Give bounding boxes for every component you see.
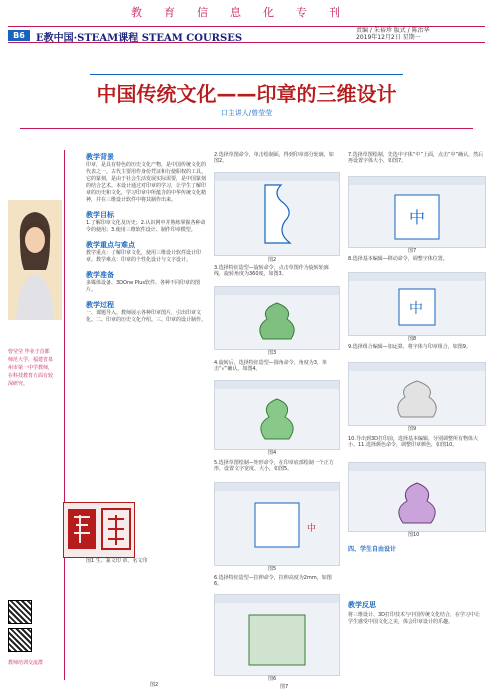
figure-5 — [214, 482, 340, 566]
section-body: 将三维设计、3D打印技术与中国传统文化结合，在学习中让学生感受中国文化之美，体会印章设计的乐趣。 — [348, 612, 481, 625]
figure-label: 图6 — [268, 676, 277, 682]
editor-info — [356, 27, 430, 41]
svg-text:中: 中 — [409, 301, 423, 317]
figure-4 — [214, 380, 340, 450]
page-mark: 图2 — [150, 682, 159, 688]
figure-10 — [348, 462, 486, 532]
step-caption: 5.选择草图绘制—矩形命令，在印章底部绘制一个正方形，设置文字宽度、大小，如图5。 — [214, 460, 334, 472]
step-caption: 8.选择基本编辑—移动命令，调整字体位置。 — [348, 256, 448, 262]
step-caption: 7.选择草图绘制，先选中字体“中”上面，点击“中”确认，然后再设置字体大小，如图7。 — [348, 152, 484, 164]
figure-label: 图9 — [408, 426, 417, 432]
author-line: 口主讲人/曾莹莹 — [220, 109, 273, 117]
svg-text:中: 中 — [307, 524, 317, 534]
step-caption: 2.选择草图命令，单击绘制面，得到印章部分轮廓，如图2。 — [214, 152, 334, 164]
figure-label: 图10 — [408, 532, 420, 538]
figure-label: 图7 — [408, 248, 417, 254]
step-caption: 9.选择组合编辑—加运算，将字体与印章组合，如图9。 — [348, 344, 471, 350]
section-body: 一、课题导入。教师展示各种印章图片，引出印章文化。二、印章的历史文化介绍。三、印章的设计制作。 — [86, 310, 207, 323]
section-heading: 教学重点与难点 — [86, 241, 135, 249]
page-title: 中国传统文化——印章的三维设计 — [96, 82, 397, 106]
title-rule-bottom — [20, 128, 473, 129]
qr-codes — [8, 600, 58, 665]
svg-text:中: 中 — [409, 208, 426, 227]
section-body: 多媒体设备、3DOne Plus软件、各种不同印章的图片。 — [86, 280, 200, 293]
left-column — [86, 152, 206, 324]
section-heading: 教学目标 — [86, 211, 114, 219]
author-photo — [8, 200, 62, 320]
step-caption: 4.旋转后，选择特征造型—圆角命令，角度为3，单击“√”确认，如图4。 — [214, 360, 327, 372]
section-heading: 教学反思 — [348, 601, 376, 609]
section-heading: 四、学生自由设计 — [348, 546, 397, 553]
section-heading: 教学过程 — [86, 301, 114, 309]
figure-9 — [348, 362, 486, 426]
figure-label: 图3 — [268, 350, 277, 356]
step-caption: 10.导出到3D打印前，选择基本编辑，分别调整所有物体大小。11.选择颜色命令，调整印章颜色，如图10。 — [348, 436, 478, 448]
figure-label: 图4 — [268, 450, 277, 456]
page-mark: 图7 — [280, 684, 289, 690]
author-bio: 曾莹莹 毕业于首都师范大学，福建省泉州市第一中学教师，在科技教育方面有较深研究。 — [8, 349, 54, 387]
section-body: 印章，是具有特色的历史文化产物，是中国传统文化的代表之一。古代主要用作身份凭证和行使职权的工具。它的篆刻，是由于社会生活发展实际需要，是中国篆刻的结合艺术。本设计通过对印章的学习，让学生了解印章的历史和文化，学习印章中所蕴含的中华传统文化精神，并在三维设计软件中将其制作出来。 — [86, 162, 207, 203]
section-body: 1.了解印章文化及历史；2.认识网中并熟练掌握各种命令的使用；3.使用三维软件设计、制作印章模型。 — [86, 220, 206, 233]
figure-6 — [214, 594, 340, 676]
step-caption: 6.选择特征造型—拉伸命令，拉伸高度为2mm，如图6。 — [214, 575, 332, 587]
step-caption: 3.选择特征造型—旋转命令，点击草图作为旋转轮廓线，旋转角度为360度，如图3。 — [214, 265, 329, 277]
seal-image — [63, 502, 135, 558]
editor-line: 责编 / 朱裕珍 版式 / 陈治华 — [356, 27, 430, 34]
figure-caption: 图1 生、篆文印 章、名文印 — [86, 558, 148, 564]
figure-label: 图8 — [408, 336, 417, 342]
figure-7 — [348, 176, 486, 248]
qr-code[interactable] — [8, 628, 32, 652]
sidebar-divider — [64, 150, 65, 680]
qr-code[interactable] — [8, 600, 32, 624]
figure-2 — [214, 172, 340, 256]
section-heading: 教学背景 — [86, 153, 114, 161]
figure-3 — [214, 286, 340, 350]
middle-column — [214, 152, 338, 164]
section-body: 教学重点：了解印章文化，使用三维设计软件设计印章。教学难点：印章的个性化设计与文字设计。 — [86, 250, 202, 263]
page-badge: B6 — [8, 30, 30, 41]
column-title: E教中国·STEAM课程 STEAM COURSES — [36, 33, 243, 44]
top-banner — [0, 0, 493, 22]
title-rule-top — [90, 74, 403, 75]
figure-label: 图2 — [268, 257, 277, 263]
banner-text: 教育信息化专刊 — [131, 6, 362, 19]
section-heading: 教学准备 — [86, 271, 114, 279]
figure-label: 图5 — [268, 566, 277, 572]
figure-8 — [348, 272, 486, 336]
qr-label: 教师培训交流群 — [8, 660, 44, 666]
issue-date: 2019年12月2日 星期一 — [356, 34, 421, 41]
